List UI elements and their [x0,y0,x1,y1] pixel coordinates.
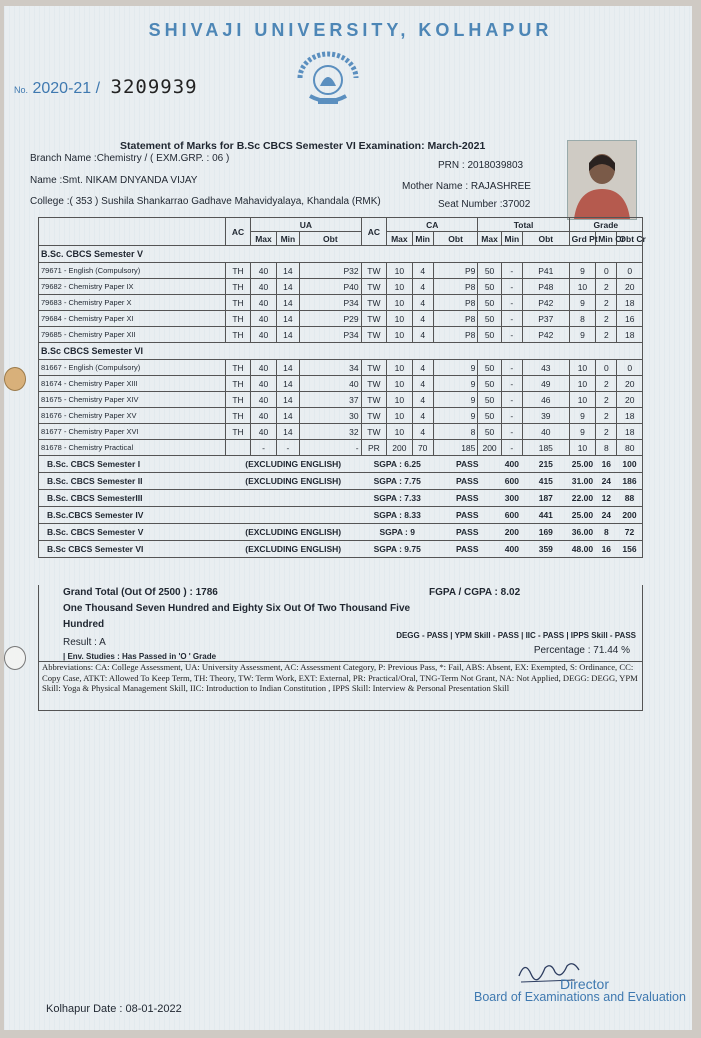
header-min: Min [501,232,522,246]
ca-ac: TW [361,424,386,440]
fgpa-cgpa: FGPA / CGPA : 8.02 [429,587,521,598]
summary-credits: 8 [596,524,617,541]
total-in-words: One Thousand Seven Hundred and Eighty Six Out Of Two Thousand Five Hundred [63,603,411,630]
grd: 9 [569,424,596,440]
ca-max: 10 [387,408,412,424]
header-obt: Obt [522,232,569,246]
subject-name: 81677 - Chemistry Paper XVI [39,424,226,440]
summary-points: 22.00 [569,490,596,507]
t-max: 50 [478,360,501,376]
t-min: - [501,327,522,343]
t-obt: P41 [522,263,569,279]
header-max: Max [387,232,412,246]
semester-summary-row [39,473,643,490]
summary-result: PASS [433,456,501,473]
summary-credits: 24 [596,473,617,490]
ac: TH [225,279,250,295]
min-cr: 2 [596,424,617,440]
issue-date: Kolhapur Date : 08-01-2022 [46,1003,182,1015]
ac: TH [225,263,250,279]
summary-note [225,507,361,524]
semester-summary-row [39,456,643,473]
t-min: - [501,311,522,327]
ca-max: 10 [387,311,412,327]
ua-max: 40 [251,360,276,376]
summary-sgpa: SGPA : 9 [361,524,433,541]
summary-max: 300 [501,490,522,507]
summary-result: PASS [433,524,501,541]
min-cr: 2 [596,392,617,408]
obt-cr: 0 [617,263,643,279]
t-obt: 185 [522,440,569,456]
t-min: - [501,392,522,408]
semester-title: B.Sc. CBCS Semester V [39,246,643,263]
result-footer [38,585,643,662]
ca-obt: 8 [433,424,478,440]
t-max: 50 [478,376,501,392]
ua-min: 14 [276,263,299,279]
summary-points: 48.00 [569,541,596,558]
ca-obt: 9 [433,360,478,376]
grd: 10 [569,360,596,376]
summary-result: PASS [433,490,501,507]
summary-credit-points: 200 [617,507,643,524]
summary-note: (EXCLUDING ENGLISH) [225,456,361,473]
t-min: - [501,376,522,392]
result-grade: Result : A [63,637,106,648]
summary-sgpa: SGPA : 6.25 [361,456,433,473]
t-max: 50 [478,279,501,295]
hole-punch-icon [4,367,26,391]
ca-obt: P8 [433,279,478,295]
header-subject [39,218,226,246]
min-cr: 2 [596,295,617,311]
grd: 9 [569,263,596,279]
ua-max: 40 [251,279,276,295]
summary-note: (EXCLUDING ENGLISH) [225,541,361,558]
table-row [39,279,643,295]
ua-max: 40 [251,408,276,424]
grd: 10 [569,440,596,456]
t-obt: 39 [522,408,569,424]
summary-max: 600 [501,473,522,490]
ca-obt: 185 [433,440,478,456]
ac: TH [225,327,250,343]
table-row [39,408,643,424]
subject-name: 79684 - Chemistry Paper XI [39,311,226,327]
t-obt: 49 [522,376,569,392]
table-row [39,327,643,343]
summary-max: 600 [501,507,522,524]
ca-ac: TW [361,327,386,343]
marks-table [38,217,646,558]
t-min: - [501,295,522,311]
t-max: 50 [478,408,501,424]
min-cr: 2 [596,327,617,343]
t-max: 50 [478,295,501,311]
header-ca: CA [387,218,478,232]
summary-obt: 169 [522,524,569,541]
ua-max: - [251,440,276,456]
ca-ac: TW [361,392,386,408]
subject-name: 81678 - Chemistry Practical [39,440,226,456]
min-cr: 0 [596,360,617,376]
semester-heading-row [39,343,643,360]
obt-cr: 18 [617,295,643,311]
branch-name: Branch Name :Chemistry / ( EXM.GRP. : 06 ) [30,153,230,164]
summary-semester: B.Sc. CBCS Semester V [39,524,226,541]
header-max: Max [251,232,276,246]
ca-min: 4 [412,376,433,392]
header-obt: Obt [300,232,362,246]
header-ua: UA [251,218,361,232]
student-name: Name :Smt. NIKAM DNYANDA VIJAY [30,175,198,186]
ua-max: 40 [251,327,276,343]
ca-min: 4 [412,408,433,424]
summary-points: 31.00 [569,473,596,490]
ua-min: 14 [276,327,299,343]
ca-min: 4 [412,279,433,295]
subject-name: 81667 - English (Compulsory) [39,360,226,376]
header-min: Min [412,232,433,246]
semester-summary-row [39,507,643,524]
header-min: Min [276,232,299,246]
ua-min: - [276,440,299,456]
ca-max: 10 [387,263,412,279]
summary-credits: 24 [596,507,617,524]
ua-min: 14 [276,408,299,424]
table-row [39,311,643,327]
header-total: Total [478,218,569,232]
t-obt: 43 [522,360,569,376]
t-min: - [501,408,522,424]
ca-min: 4 [412,392,433,408]
summary-sgpa: SGPA : 8.33 [361,507,433,524]
ac [225,440,250,456]
table-row [39,295,643,311]
ua-min: 14 [276,311,299,327]
ca-ac: TW [361,263,386,279]
summary-result: PASS [433,473,501,490]
ua-max: 40 [251,311,276,327]
t-min: - [501,360,522,376]
env-studies: | Env. Studies : Has Passed in 'O ' Grade [63,652,217,661]
university-seal-icon [292,48,364,110]
table-row [39,376,643,392]
summary-note [225,490,361,507]
ua-min: 14 [276,392,299,408]
ua-min: 14 [276,295,299,311]
header-grd-pt: Grd Pt [569,232,596,246]
summary-points: 25.00 [569,456,596,473]
summary-semester: B.Sc. CBCS Semester I [39,456,226,473]
ca-max: 200 [387,440,412,456]
subject-name: 79683 - Chemistry Paper X [39,295,226,311]
t-min: - [501,279,522,295]
ua-min: 14 [276,360,299,376]
obt-cr: 16 [617,311,643,327]
ca-min: 4 [412,311,433,327]
summary-sgpa: SGPA : 7.75 [361,473,433,490]
summary-credit-points: 156 [617,541,643,558]
ca-ac: TW [361,408,386,424]
obt-cr: 20 [617,376,643,392]
ca-min: 70 [412,440,433,456]
summary-note: (EXCLUDING ENGLISH) [225,473,361,490]
summary-obt: 215 [522,456,569,473]
min-cr: 0 [596,263,617,279]
header-obt: Obt [433,232,478,246]
ca-ac: TW [361,376,386,392]
t-max: 200 [478,440,501,456]
grd: 10 [569,279,596,295]
obt-cr: 18 [617,408,643,424]
min-cr: 8 [596,440,617,456]
grd: 8 [569,311,596,327]
ac: TH [225,392,250,408]
ua-max: 40 [251,295,276,311]
min-cr: 2 [596,279,617,295]
ca-max: 10 [387,360,412,376]
skills-status: DEGG - PASS | YPM Skill - PASS | IIC - PASS | IPPS Skill - PASS [396,631,636,640]
ca-obt: 9 [433,376,478,392]
grd: 10 [569,376,596,392]
semester-summary-row [39,490,643,507]
t-obt: 46 [522,392,569,408]
summary-obt: 187 [522,490,569,507]
ca-min: 4 [412,360,433,376]
abbreviations: Abbreviations: CA: College Assessment, UA: University Assessment, AC: Assessment Category, P: Previous Pass, *: Fail, ABS: Absent, EX: Exempted, S: Ordinance, CC: Copy Case, ATKT: Allowed To Keep Term, TH: Theory, TW: Term Work, EXT: External, PR: Practical/Oral, TNG-Term Not Grant, NA: Not Applied, DEGG: DEGG, YPM Skill: Yoga & Physical Management Skill, IIC: Introduction to Indian Constitution , IPPS Skill: Interview & Personal Presentation Skill [38,661,643,711]
ca-ac: PR [361,440,386,456]
ua-obt: - [300,440,362,456]
header-max: Max [478,232,501,246]
ca-obt: P8 [433,327,478,343]
ua-min: 14 [276,279,299,295]
statement-title: Statement of Marks for B.Sc CBCS Semester VI Examination: March-2021 [120,140,486,152]
ua-max: 40 [251,392,276,408]
t-min: - [501,263,522,279]
ua-max: 40 [251,263,276,279]
subject-name: 79682 - Chemistry Paper IX [39,279,226,295]
summary-semester: B.Sc. CBCS Semester II [39,473,226,490]
ca-ac: TW [361,295,386,311]
summary-sgpa: SGPA : 7.33 [361,490,433,507]
summary-sgpa: SGPA : 9.75 [361,541,433,558]
summary-obt: 359 [522,541,569,558]
t-obt: P42 [522,295,569,311]
t-obt: P37 [522,311,569,327]
director-title: Director [560,976,610,992]
ac: TH [225,376,250,392]
ca-max: 10 [387,295,412,311]
no-label: No. [14,85,29,95]
table-header-row [39,218,643,232]
summary-semester: B.Sc.CBCS Semester IV [39,507,226,524]
ca-min: 4 [412,327,433,343]
ca-min: 4 [412,295,433,311]
ua-obt: P32 [300,263,362,279]
ac: TH [225,408,250,424]
semester-title: B.Sc CBCS Semester VI [39,343,643,360]
ca-max: 10 [387,279,412,295]
summary-credits: 16 [596,541,617,558]
header-ac: AC [225,218,250,246]
ua-obt: 34 [300,360,362,376]
ac: TH [225,424,250,440]
summary-obt: 415 [522,473,569,490]
grand-total: Grand Total (Out Of 2500 ) : 1786 [63,587,218,598]
summary-points: 25.00 [569,507,596,524]
grd: 9 [569,408,596,424]
t-min: - [501,424,522,440]
ua-obt: 40 [300,376,362,392]
ca-max: 10 [387,392,412,408]
obt-cr: 0 [617,360,643,376]
table-row [39,392,643,408]
seat-number: Seat Number :37002 [438,199,531,210]
summary-credits: 16 [596,456,617,473]
grd: 9 [569,327,596,343]
obt-cr: 20 [617,392,643,408]
ua-min: 14 [276,424,299,440]
summary-result: PASS [433,507,501,524]
subject-name: 81674 - Chemistry Paper XIII [39,376,226,392]
ca-ac: TW [361,360,386,376]
ca-obt: 9 [433,408,478,424]
obt-cr: 18 [617,327,643,343]
ca-obt: P8 [433,295,478,311]
t-max: 50 [478,311,501,327]
ac: TH [225,311,250,327]
university-name: SHIVAJI UNIVERSITY, KOLHAPUR [148,20,553,40]
subject-name: 79685 - Chemistry Paper XII [39,327,226,343]
ca-max: 10 [387,424,412,440]
ca-obt: P8 [433,311,478,327]
ua-obt: P29 [300,311,362,327]
subject-name: 81676 - Chemistry Paper XV [39,408,226,424]
ua-obt: 30 [300,408,362,424]
t-obt: 40 [522,424,569,440]
ca-ac: TW [361,279,386,295]
ca-obt: P9 [433,263,478,279]
summary-result: PASS [433,541,501,558]
summary-max: 200 [501,524,522,541]
ua-min: 14 [276,376,299,392]
mother-name: Mother Name : RAJASHREE [402,181,531,192]
grd: 9 [569,295,596,311]
table-row [39,424,643,440]
prn: PRN : 2018039803 [438,160,524,171]
ca-ac: TW [361,311,386,327]
t-obt: P48 [522,279,569,295]
ua-obt: P40 [300,279,362,295]
ca-max: 10 [387,376,412,392]
t-max: 50 [478,392,501,408]
t-max: 50 [478,263,501,279]
ua-obt: 37 [300,392,362,408]
summary-credit-points: 186 [617,473,643,490]
cert-serial: 3209939 [110,76,198,98]
ua-max: 40 [251,424,276,440]
t-obt: P42 [522,327,569,343]
t-min: - [501,440,522,456]
summary-credits: 12 [596,490,617,507]
summary-max: 400 [501,456,522,473]
ua-obt: 32 [300,424,362,440]
ua-max: 40 [251,376,276,392]
header-ca-ac: AC [361,218,386,246]
subject-name: 81675 - Chemistry Paper XIV [39,392,226,408]
ua-obt: P34 [300,327,362,343]
summary-obt: 441 [522,507,569,524]
summary-points: 36.00 [569,524,596,541]
header-min-cr: Min Cr [596,232,617,246]
table-row [39,360,643,376]
header-grade: Grade [569,218,642,232]
summary-max: 400 [501,541,522,558]
t-max: 50 [478,327,501,343]
summary-credit-points: 100 [617,456,643,473]
ca-obt: 9 [433,392,478,408]
grd: 10 [569,392,596,408]
summary-semester: B.Sc CBCS Semester VI [39,541,226,558]
t-max: 50 [478,424,501,440]
semester-summary-row [39,541,643,558]
hole-punch-icon [4,646,26,670]
ca-min: 4 [412,263,433,279]
summary-credit-points: 88 [617,490,643,507]
min-cr: 2 [596,408,617,424]
table-row [39,440,643,456]
college-name: College :( 353 ) Sushila Shankarrao Gadhave Mahavidyalaya, Khandala (RMK) [30,196,381,207]
certificate-number [14,76,198,98]
summary-semester: B.Sc. CBCS SemesterIII [39,490,226,507]
ua-obt: P34 [300,295,362,311]
header-obt-cr: Obt Cr [617,232,643,246]
board-name: Board of Examinations and Evaluation [474,990,686,1004]
min-cr: 2 [596,311,617,327]
ca-max: 10 [387,327,412,343]
year-prefix: 2020-21 / [32,80,101,97]
percentage: Percentage : 71.44 % [533,645,630,656]
obt-cr: 18 [617,424,643,440]
ac: TH [225,295,250,311]
semester-heading-row [39,246,643,263]
obt-cr: 80 [617,440,643,456]
obt-cr: 20 [617,279,643,295]
summary-note: (EXCLUDING ENGLISH) [225,524,361,541]
table-row [39,263,643,279]
student-photo [567,140,637,220]
ac: TH [225,360,250,376]
min-cr: 2 [596,376,617,392]
semester-summary-row [39,524,643,541]
ca-min: 4 [412,424,433,440]
summary-credit-points: 72 [617,524,643,541]
subject-name: 79671 - English (Compulsory) [39,263,226,279]
person-photo-icon [568,141,636,219]
